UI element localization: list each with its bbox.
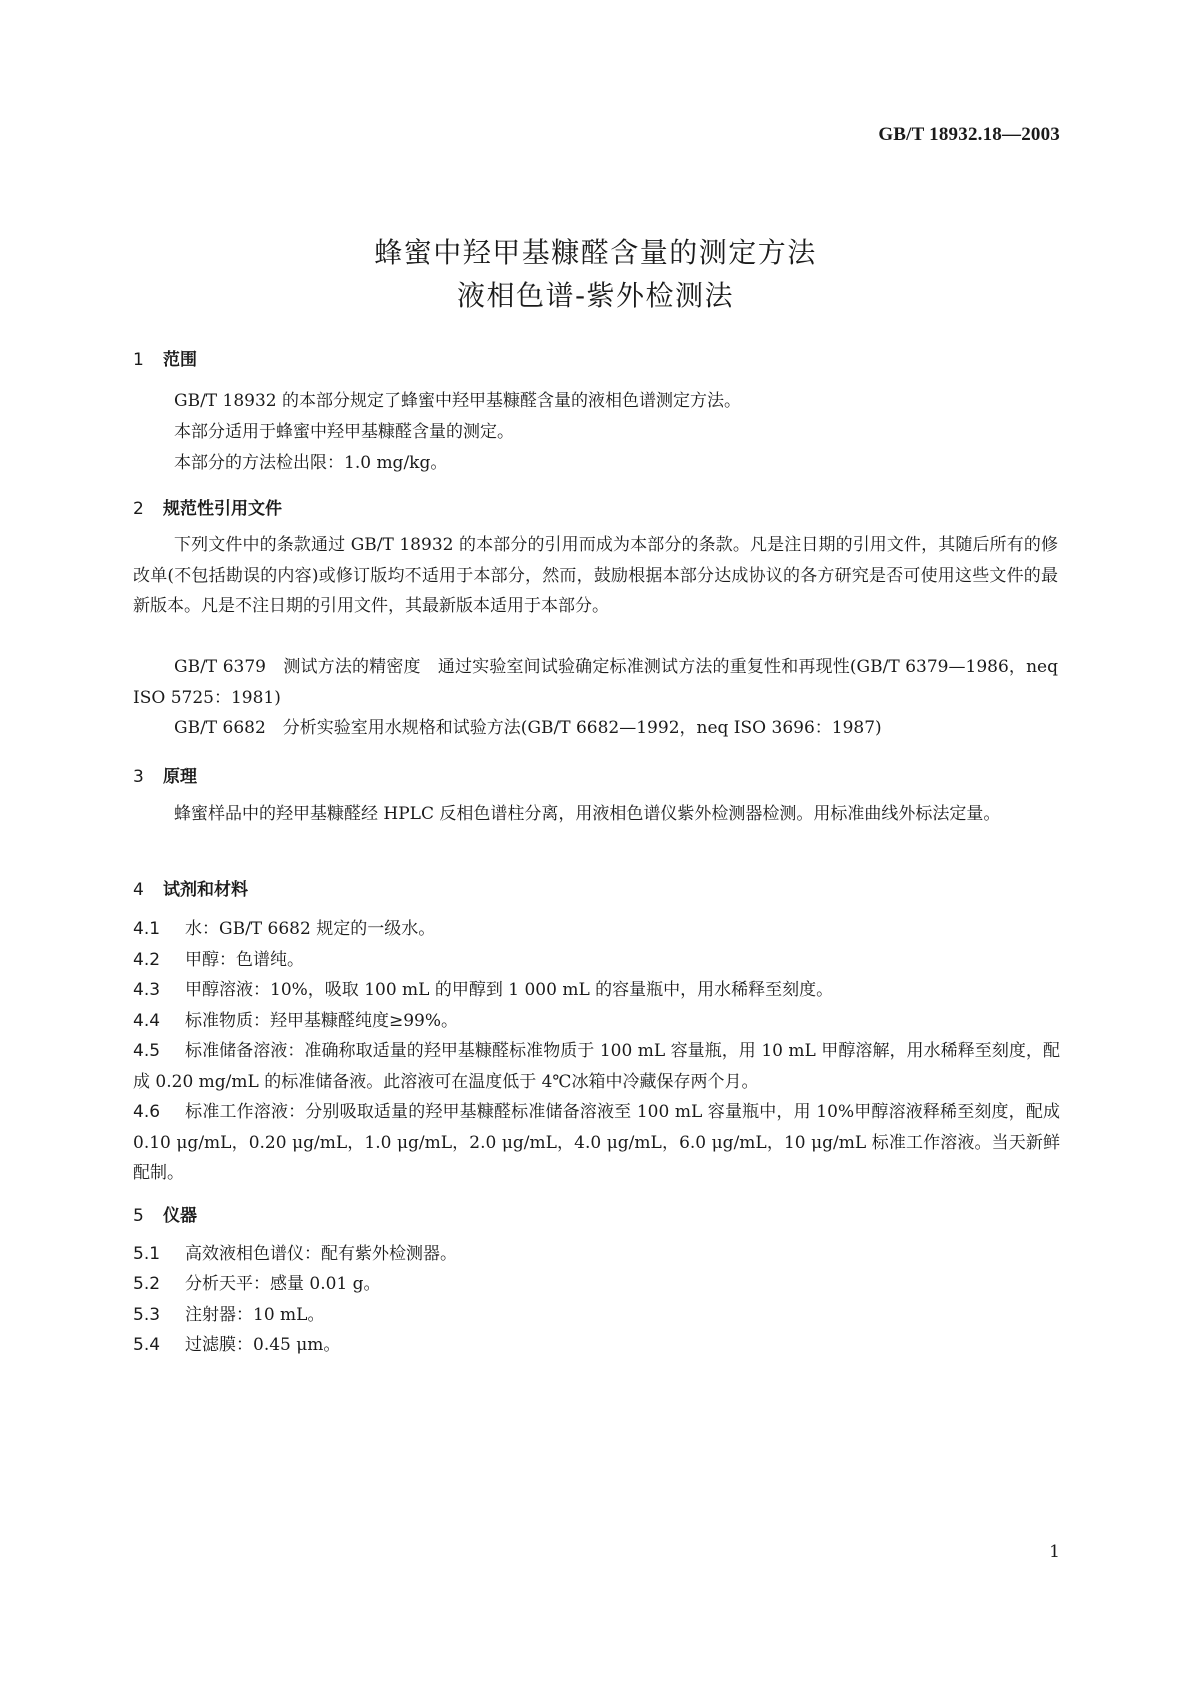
clause-number: 4.3 [133, 980, 161, 1000]
clause-number: 4.4 [133, 1011, 161, 1031]
section-3-heading [133, 762, 197, 787]
clause-5-3 [133, 1300, 1060, 1331]
clause-text: 标准物质：羟甲基糠醛纯度≥99%。 [185, 1011, 459, 1031]
clause-number: 5.1 [133, 1244, 161, 1264]
clause-5-4 [133, 1330, 1060, 1361]
section-2-paragraph: 下列文件中的条款通过 GB/T 18932 的本部分的引用而成为本部分的条款。凡是注日期的引用文件，其随后所有的修改单(不包括勘误的内容)或修订版均不适用于本部分，然而，鼓励根据本部分达成协议的各方研究是否可使用这些文件的最新版本。凡是不注日期的引用文件，其最新版本适用于本部分。 [133, 535, 1058, 616]
section-1-paragraph-1: GB/T 18932 的本部分规定了蜂蜜中羟甲基糠醛含量的液相色谱测定方法。 [174, 391, 742, 411]
normative-reference-1: GB/T 6379 测试方法的精密度 通过实验室间试验确定标准测试方法的重复性和再现性(GB/T 6379—1986，neq ISO 5725：1981) [133, 657, 1058, 708]
clause-number: 5.3 [133, 1305, 161, 1325]
clause-number: 5.2 [133, 1274, 161, 1294]
section-number: 4 [133, 880, 144, 900]
clause-4-6 [133, 1097, 1060, 1189]
section-number: 5 [133, 1206, 144, 1226]
section-3-paragraph: 蜂蜜样品中的羟甲基糠醛经 HPLC 反相色谱柱分离，用液相色谱仪紫外检测器检测。用标准曲线外标法定量。 [174, 804, 1001, 824]
section-1-paragraph-2: 本部分适用于蜂蜜中羟甲基糠醛含量的测定。 [174, 422, 514, 442]
section-number: 3 [133, 767, 144, 787]
clause-number: 5.4 [133, 1335, 161, 1355]
section-title: 试剂和材料 [163, 880, 248, 900]
page-number: 1 [1049, 1542, 1060, 1562]
section-title: 范围 [163, 350, 197, 370]
clause-4-4 [133, 1006, 1060, 1037]
section-2-heading [133, 494, 282, 519]
section-number: 1 [133, 350, 144, 370]
clause-number: 4.2 [133, 950, 161, 970]
clause-number: 4.5 [133, 1041, 161, 1061]
section-title: 原理 [163, 767, 197, 787]
standard-number: GB/T 18932.18—2003 [878, 124, 1060, 145]
clause-text: 标准储备溶液：准确称取适量的羟甲基糠醛标准物质于 100 mL 容量瓶，用 10 mL 甲醇溶解，用水稀释至刻度，配成 0.20 mg/mL 的标准储备液。此溶液可在温度低于 4℃冰箱中冷藏保存两个月。 [133, 1041, 1060, 1092]
clause-4-2 [133, 945, 1060, 976]
clause-text: 过滤膜：0.45 μm。 [185, 1335, 341, 1355]
section-5-heading [133, 1201, 197, 1226]
document-subtitle: 液相色谱-紫外检测法 [456, 279, 735, 312]
clause-4-5 [133, 1036, 1060, 1097]
clause-5-2 [133, 1269, 1060, 1300]
section-1-heading [133, 345, 197, 370]
clause-text: 分析天平：感量 0.01 g。 [185, 1274, 381, 1294]
clause-text: 甲醇：色谱纯。 [185, 950, 304, 970]
clause-5-1 [133, 1239, 1060, 1270]
clause-number: 4.6 [133, 1102, 161, 1122]
section-4-heading [133, 875, 248, 900]
section-title: 仪器 [163, 1206, 197, 1226]
clause-text: 高效液相色谱仪：配有紫外检测器。 [185, 1244, 457, 1264]
clause-4-1 [133, 914, 1060, 945]
clause-text: 标准工作溶液：分别吸取适量的羟甲基糠醛标准储备溶液至 100 mL 容量瓶中，用 10%甲醇溶液释稀至刻度，配成 0.10 μg/mL，0.20 μg/mL，1.0 μg/mL，2.0 μg/mL，4.0 μg/mL，6.0 μg/mL，10 μg/mL 标准工作溶液。当天新鲜配制。 [133, 1102, 1060, 1183]
clause-text: 水：GB/T 6682 规定的一级水。 [185, 919, 436, 939]
clause-text: 甲醇溶液：10%，吸取 100 mL 的甲醇到 1 000 mL 的容量瓶中，用水稀释至刻度。 [185, 980, 834, 1000]
normative-reference-2: GB/T 6682 分析实验室用水规格和试验方法(GB/T 6682—1992，neq ISO 3696：1987) [174, 718, 882, 738]
clause-number: 4.1 [133, 919, 161, 939]
clause-text: 注射器：10 mL。 [185, 1305, 325, 1325]
section-title: 规范性引用文件 [163, 499, 282, 519]
document-title: 蜂蜜中羟甲基糠醛含量的测定方法 [374, 236, 817, 269]
section-1-paragraph-3: 本部分的方法检出限：1.0 mg/kg。 [174, 453, 448, 473]
clause-4-3 [133, 975, 1060, 1006]
section-number: 2 [133, 499, 144, 519]
